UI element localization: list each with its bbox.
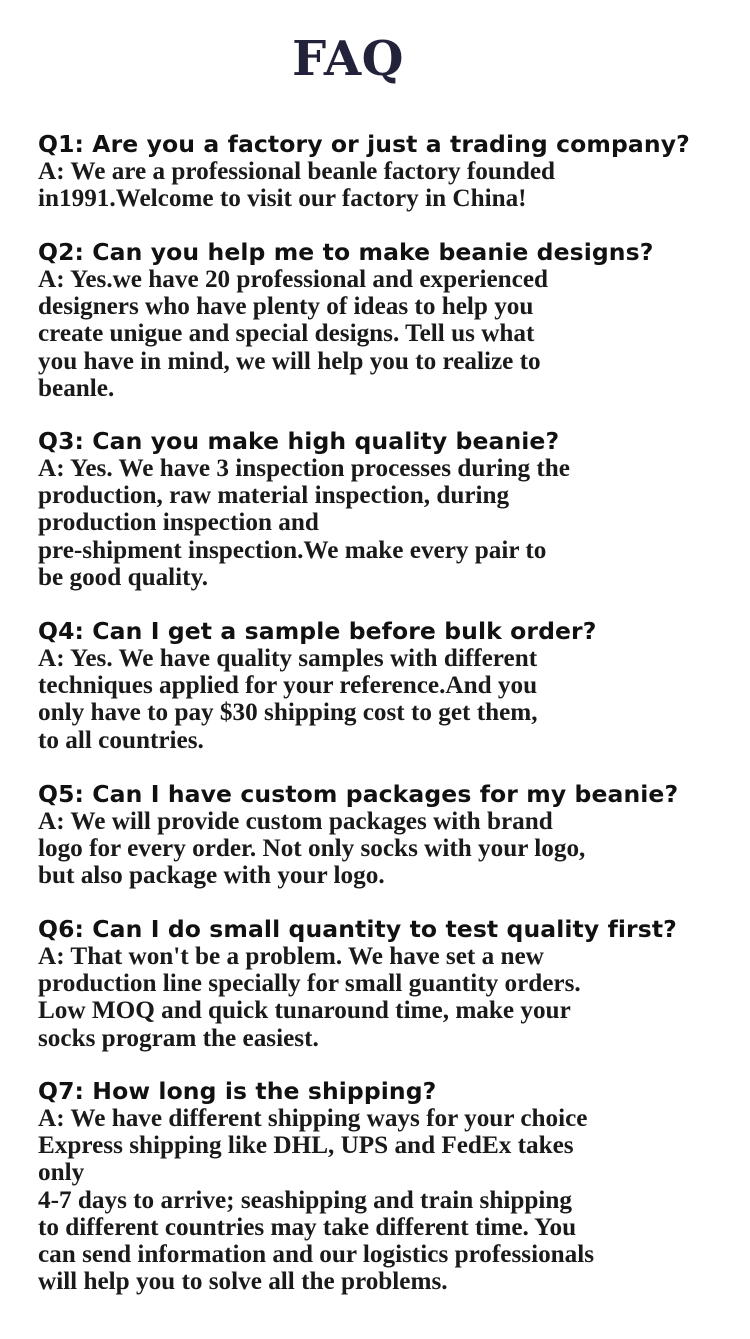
answer-line: beanle. xyxy=(38,374,115,402)
faq-item-4 xyxy=(38,617,728,754)
answer-line: A: Yes. We have quality samples with different xyxy=(38,645,538,672)
answer-line: 4-7 days to arrive; seashipping and train shipping xyxy=(38,1186,572,1214)
faq-answer xyxy=(38,158,728,212)
faq-answer xyxy=(38,943,728,1052)
faq-item-2 xyxy=(38,238,728,402)
answer-line: A: That won't be a problem. We have set a new xyxy=(38,943,544,970)
answer-line: A: We are a professional beanle factory founded xyxy=(38,158,556,185)
answer-line: A: We will provide custom packages with brand xyxy=(38,808,553,835)
answer-line: A: Yes. We have 3 inspection processes during the xyxy=(38,455,570,482)
faq-answer xyxy=(38,455,728,591)
faq-question: Q6: Can I do small quantity to test quality first? xyxy=(38,915,677,943)
faq-item-1 xyxy=(38,130,728,212)
answer-line: will help you to solve all the problems. xyxy=(38,1268,448,1296)
faq-answer xyxy=(38,645,728,754)
faq-answer xyxy=(38,266,728,402)
faq-question: Q2: Can you help me to make beanie designs? xyxy=(38,238,654,266)
answer-line: production, raw material inspection, during xyxy=(38,482,510,510)
answer-line: techniques applied for your reference.And you xyxy=(38,672,538,700)
faq-question: Q3: Can you make high quality beanie? xyxy=(38,427,560,455)
answer-line: be good quality. xyxy=(38,563,209,591)
answer-line: to all countries. xyxy=(38,726,204,754)
answer-line: in1991.Welcome to visit our factory in China! xyxy=(38,185,527,213)
faq-question: Q4: Can I get a sample before bulk order? xyxy=(38,617,597,645)
answer-line: you have in mind, we will help you to realize to xyxy=(38,347,541,375)
answer-line: logo for every order. Not only socks with your logo, xyxy=(38,835,586,863)
faq-item-7 xyxy=(38,1077,728,1295)
answer-line: A: Yes.we have 20 professional and experienced xyxy=(38,266,549,293)
answer-line: Express shipping like DHL, UPS and FedEx takes xyxy=(38,1132,574,1160)
answer-line: A: We have different shipping ways for your choice xyxy=(38,1105,588,1132)
faq-answer xyxy=(38,808,728,890)
answer-line: production inspection and xyxy=(38,509,319,537)
answer-line: can send information and our logistics professionals xyxy=(38,1241,595,1269)
answer-line: production line specially for small guantity orders. xyxy=(38,970,581,998)
answer-line: only xyxy=(38,1159,85,1187)
faq-question: Q7: How long is the shipping? xyxy=(38,1077,437,1105)
faq-question: Q1: Are you a factory or just a trading company? xyxy=(38,130,690,158)
faq-answer xyxy=(38,1105,728,1295)
answer-line: to different countries may take different time. You xyxy=(38,1213,577,1241)
answer-line: create unigue and special designs. Tell us what xyxy=(38,320,535,348)
faq-question: Q5: Can I have custom packages for my beanie? xyxy=(38,780,679,808)
page-title: FAQ xyxy=(292,31,404,87)
faq-item-3 xyxy=(38,427,728,591)
faq-item-6 xyxy=(38,915,728,1052)
answer-line: but also package with your logo. xyxy=(38,862,385,890)
answer-line: Low MOQ and quick tunaround time, make your xyxy=(38,997,571,1025)
answer-line: designers who have plenty of ideas to help you xyxy=(38,293,534,321)
answer-line: pre-shipment inspection.We make every pair to xyxy=(38,536,547,564)
answer-line: only have to pay $30 shipping cost to get them, xyxy=(38,699,538,727)
faq-item-5 xyxy=(38,780,728,890)
answer-line: socks program the easiest. xyxy=(38,1024,319,1052)
